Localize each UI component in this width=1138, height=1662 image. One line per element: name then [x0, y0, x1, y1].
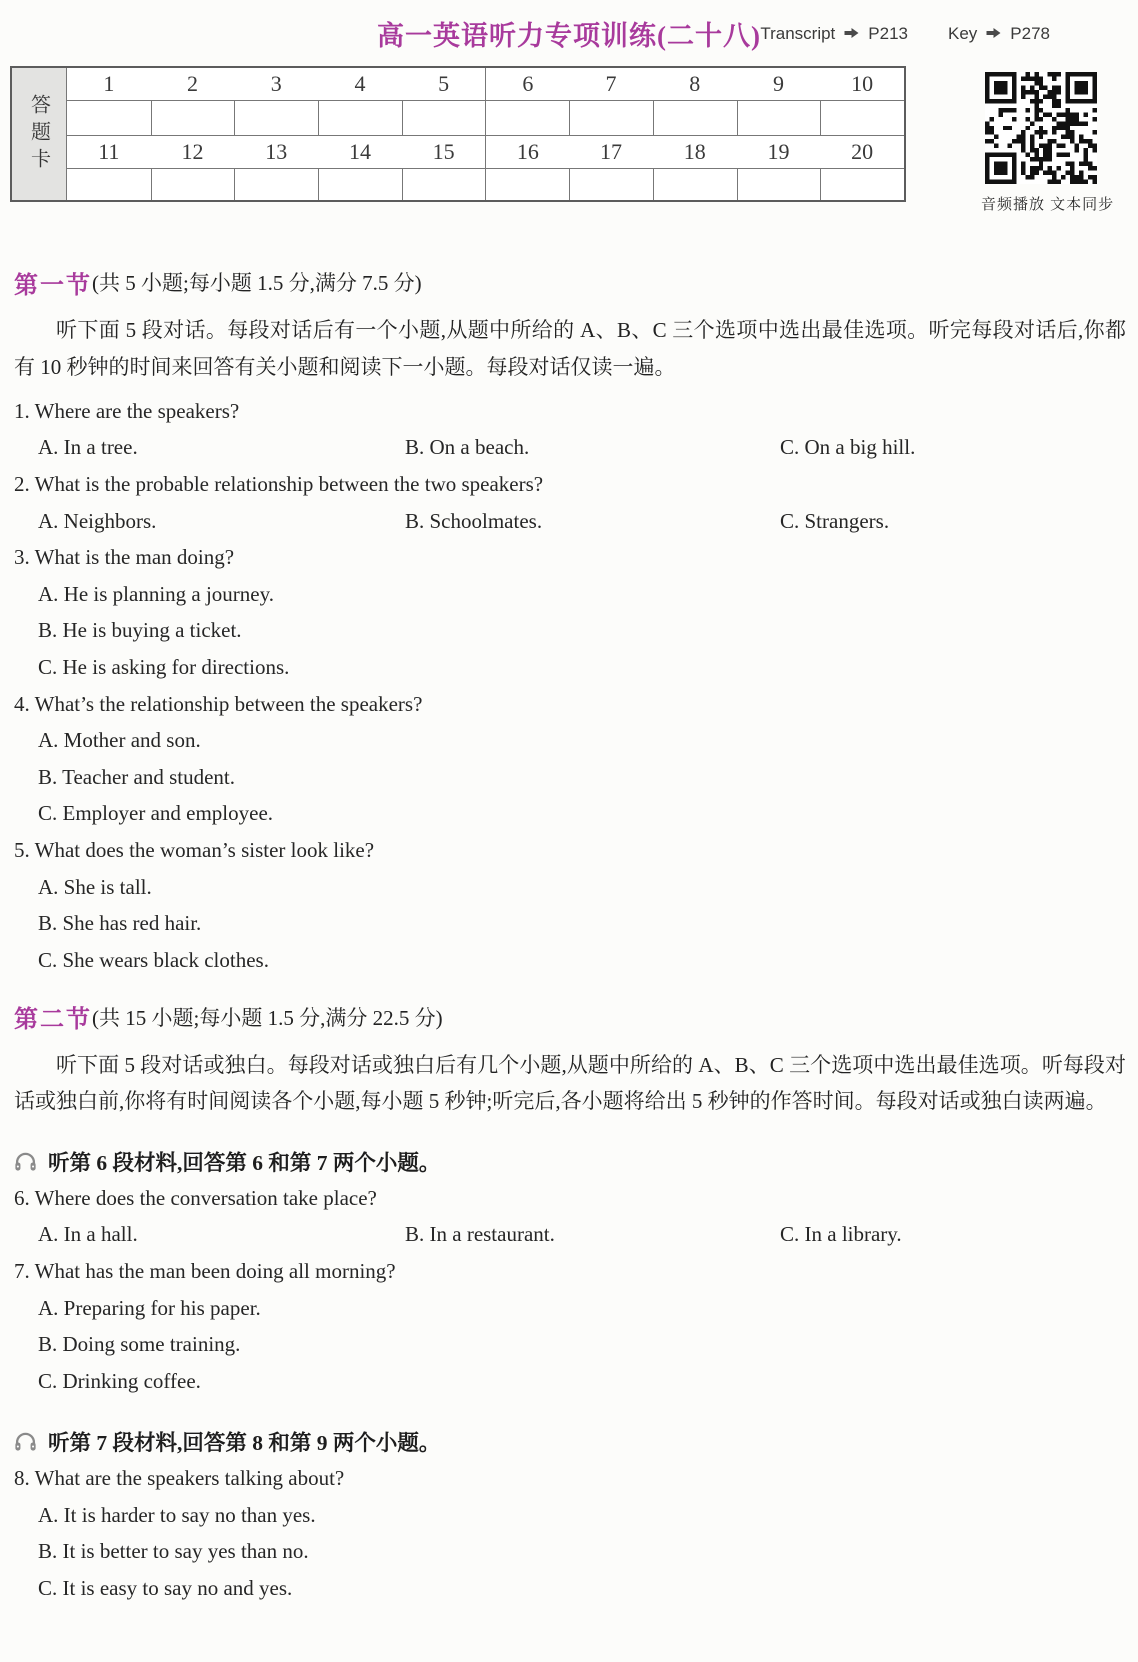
section1-instructions: 听下面 5 段对话。每段对话后有一个小题,从题中所给的 A、B、C 三个选项中选出最佳选项。听完每段对话后,你都有 10 秒钟的时间来回答有关小题和阅读下一小题。每段对话仅读一遍。: [14, 318, 1126, 379]
option-a: A. He is planning a journey.: [38, 581, 275, 606]
right-arrow-icon: [844, 24, 859, 44]
option-c: C. It is easy to say no and yes.: [38, 1575, 293, 1600]
transcript-label: Transcript: [760, 24, 836, 43]
option-b: B. It is better to say yes than no.: [38, 1539, 309, 1564]
question-text: 5. What does the woman’s sister look like?: [14, 837, 375, 862]
answer-card-blank-row-2: [67, 168, 904, 200]
option-a: A. Mother and son.: [38, 728, 201, 753]
header-page-references: [760, 24, 1050, 44]
option-b: B. Schoolmates.: [405, 508, 543, 533]
answer-card-table: [10, 66, 906, 202]
answer-blank-cell: [402, 169, 486, 200]
answer-blank-cell: [820, 169, 904, 200]
answer-blank-cell: [485, 169, 569, 200]
section1-heading: [14, 264, 1126, 300]
answer-blank-cell: [234, 101, 318, 135]
headphones-icon: [14, 1151, 37, 1172]
question-text: 8. What are the speakers talking about?: [14, 1466, 345, 1491]
option-c: C. In a library.: [780, 1222, 902, 1247]
option-b: B. He is buying a ticket.: [38, 618, 242, 643]
section1-note: (共 5 小题;每小题 1.5 分,满分 7.5 分): [92, 271, 422, 295]
answer-card-numbers-row-2: [67, 136, 904, 168]
question-text: 2. What is the probable relationship between the two speakers?: [14, 471, 544, 496]
answer-blank-cell: [402, 101, 486, 135]
option-a: A. In a hall.: [38, 1222, 138, 1247]
option-c: C. Employer and employee.: [38, 801, 274, 826]
key-label: Key: [948, 24, 978, 43]
option-c: C. Strangers.: [780, 508, 890, 533]
page-title: 高一英语听力专项训练(二十八): [377, 21, 761, 51]
option-c: C. On a big hill.: [780, 435, 916, 460]
transcript-page: P213: [868, 24, 908, 43]
answer-card-label: 答题卡: [12, 68, 67, 200]
answer-blank-cell: [569, 169, 653, 200]
option-c: C. He is asking for directions.: [38, 654, 290, 679]
answer-blank-cell: [820, 101, 904, 135]
question-number: 1: [103, 71, 115, 96]
question-text: 3. What is the man doing?: [14, 545, 235, 570]
question-number: 13: [265, 139, 288, 164]
section2-note: (共 15 小题;每小题 1.5 分,满分 22.5 分): [92, 1005, 443, 1030]
option-a: A. Preparing for his paper.: [38, 1295, 261, 1320]
question-number: 19: [767, 139, 790, 164]
answer-blank-cell: [569, 101, 653, 135]
question-number: 7: [605, 71, 617, 96]
option-c: C. She wears black clothes.: [38, 947, 269, 972]
option-a: A. Neighbors.: [38, 508, 157, 533]
answer-blank-cell: [318, 101, 402, 135]
question-number: 17: [600, 139, 623, 164]
answer-blank-cell: [151, 169, 235, 200]
qr-code: [985, 72, 1097, 184]
page-header: [0, 0, 1138, 66]
question-text: 6. Where does the conversation take place?: [14, 1185, 377, 1210]
question-number: 4: [354, 71, 366, 96]
answer-blank-cell: [234, 169, 318, 200]
section2-heading: [14, 999, 1126, 1035]
question-options: [14, 1217, 1126, 1254]
question-number: 18: [683, 139, 706, 164]
answer-blank-cell: [485, 101, 569, 135]
option-a: A. She is tall.: [38, 874, 152, 899]
option-b: B. She has red hair.: [38, 911, 202, 936]
question-number: 20: [851, 139, 874, 164]
section2-instructions: 听下面 5 段对话或独白。每段对话或独白后有几个小题,从题中所给的 A、B、C 三个选项中选出最佳选项。听每段对话或独白前,你将有时间阅读各个小题,每小题 5 秒钟;听完后,各小题将给出 5 秒钟的作答时间。每段对话或独白读两遍。: [14, 1052, 1126, 1113]
material7-text: 听第 7 段材料,回答第 8 和第 9 两个小题。: [48, 1431, 441, 1456]
question-text: 1. Where are the speakers?: [14, 398, 240, 423]
test-content: [0, 264, 1138, 1607]
question-options: [14, 430, 1126, 467]
section1-title: 第一节: [14, 272, 92, 299]
qr-caption: 音频播放 文本同步: [981, 196, 1115, 213]
material7-heading: [14, 1424, 1126, 1461]
option-b: B. In a restaurant.: [405, 1222, 555, 1247]
option-b: B. Doing some training.: [38, 1332, 241, 1357]
answer-blank-cell: [151, 101, 235, 135]
question-number: 11: [98, 139, 120, 164]
question-text: 7. What has the man been doing all morning?: [14, 1259, 396, 1284]
right-arrow-icon: [986, 24, 1001, 44]
question-number: 15: [432, 139, 455, 164]
question-options: [14, 503, 1126, 540]
question-number: 10: [851, 71, 874, 96]
question-number: 9: [772, 71, 784, 96]
key-page: P278: [1010, 24, 1050, 43]
headphones-icon: [14, 1431, 37, 1452]
answer-card-blank-row-1: [67, 100, 904, 136]
option-b: B. On a beach.: [405, 435, 530, 460]
answer-blank-cell: [653, 169, 737, 200]
answer-blank-cell: [318, 169, 402, 200]
section2-title: 第二节: [14, 1007, 92, 1033]
option-c: C. Drinking coffee.: [38, 1368, 201, 1393]
option-a: A. In a tree.: [38, 435, 138, 460]
question-number: 16: [485, 136, 569, 168]
answer-card-numbers-row-1: [67, 68, 904, 100]
question-number: 8: [689, 71, 701, 96]
question-number: 5: [438, 71, 450, 96]
question-text: 4. What’s the relationship between the speakers?: [14, 691, 423, 716]
option-a: A. It is harder to say no than yes.: [38, 1502, 316, 1527]
material6-heading: [14, 1144, 1126, 1181]
answer-blank-cell: [653, 101, 737, 135]
question-number: 2: [187, 71, 199, 96]
option-b: B. Teacher and student.: [38, 764, 235, 789]
answer-card-section: [0, 66, 1138, 216]
answer-blank-cell: [67, 101, 151, 135]
question-number: 3: [270, 71, 282, 96]
question-number: 12: [181, 139, 204, 164]
answer-card-grid: [67, 68, 904, 200]
answer-blank-cell: [737, 101, 821, 135]
material6-text: 听第 6 段材料,回答第 6 和第 7 两个小题。: [48, 1151, 441, 1176]
question-number: 6: [485, 68, 569, 100]
question-number: 14: [348, 139, 371, 164]
answer-blank-cell: [67, 169, 151, 200]
answer-blank-cell: [737, 169, 821, 200]
